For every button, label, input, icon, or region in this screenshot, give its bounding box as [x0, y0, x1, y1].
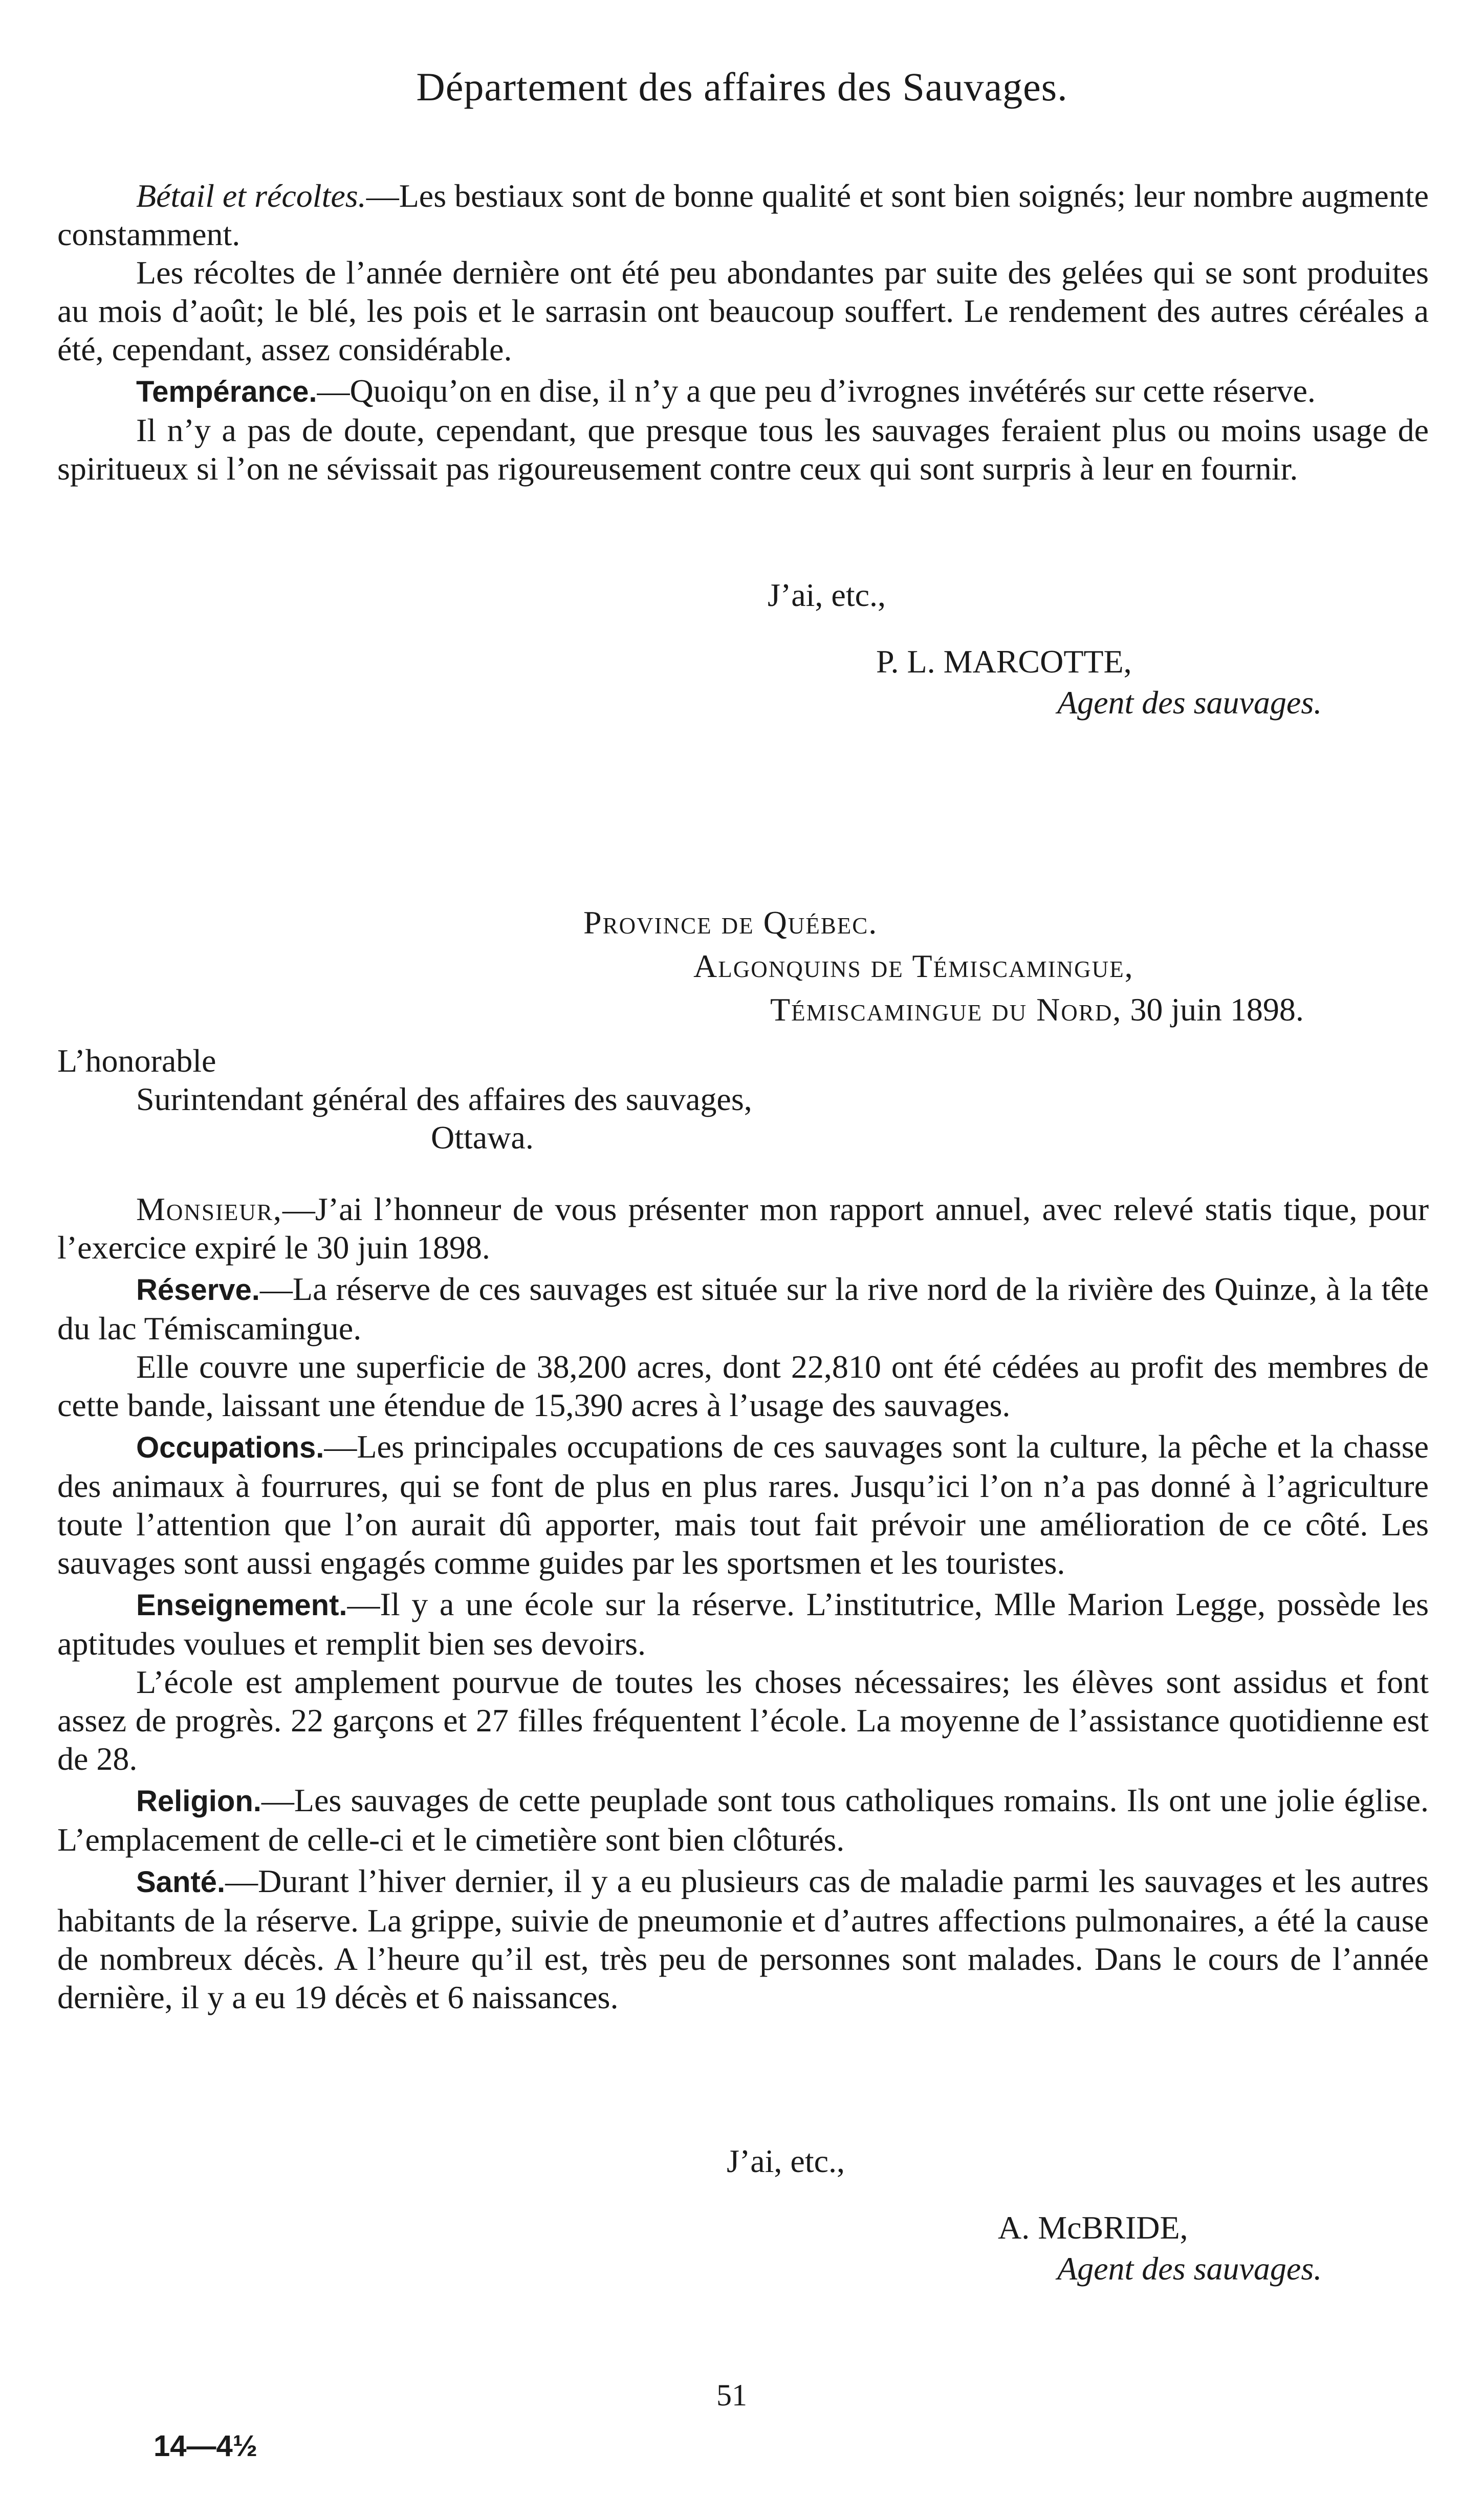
report2-paragraph [57, 1663, 1429, 1778]
paragraph-text: Elle couvre une superficie de 38,200 acres, dont 22,810 ont été cédées au profit des membres de cette bande, laissant une étendue de 15,390 acres à l’usage des sauvages. [57, 1349, 1429, 1423]
report2-closing: J’ai, etc., [727, 2143, 845, 2179]
paragraph-lead: Bétail et récoltes. [136, 178, 366, 214]
paragraph-text: —Durant l’hiver dernier, il y a eu plusieurs cas de maladie parmi les sauvages et les autres habitants de la réserve. La grippe, suivie de pneumonie et d’autres affections pulmonaires, a été la cause de nombreux décès. A l’heure qu’il est, très peu de personnes sont malades. Dans le cours de l’année dernière, il y a eu 19 décès et 6 naissances. [57, 1863, 1429, 2015]
paragraph-text: Les récoltes de l’année dernière ont été peu abondantes par suite des gelées qui se sont produites au mois d’août; le blé, les pois et le sarrasin ont beaucoup souffert. Le rendement des autres céréales a été, cependant, assez considérable. [57, 254, 1429, 367]
paragraph-text: —Les principales occupations de ces sauvages sont la culture, la pêche et la chasse des animaux à fourrures, qui se font de plus en plus rares. Jusqu’ici l’on n’a pas donné à l’agriculture toute l’attention que l’on aurait dû apporter, mais tout fait prévoir une amélioration de ce côté. Les sauvages sont aussi engagés comme guides par les sportsmen et les touristes. [57, 1428, 1429, 1581]
report2-paragraph [57, 1781, 1429, 1859]
report1-closing: J’ai, etc., [768, 577, 886, 613]
intro-text: —J’ai l’honneur de vous présenter mon rapport annuel, avec relevé statis tique, pour l’exercice expiré le 30 juin 1898. [57, 1191, 1429, 1266]
report2-signer-title: Agent des sauvages. [1057, 2250, 1322, 2287]
report1-paragraph [57, 253, 1429, 368]
report2-signer: A. McBRIDE, [998, 2209, 1188, 2246]
paragraph-text: Il n’y a pas de doute, cependant, que presque tous les sauvages feraient plus ou moins usage de spiritueux si l’on ne sévissait pas rigoureusement contre ceux qui sont surpris à leur en fournir. [57, 412, 1429, 487]
printer-signature-mark: 14—4½ [154, 2429, 258, 2463]
report2-paragraph [57, 1862, 1429, 2016]
paragraph-text: —Il y a une école sur la réserve. L’institutrice, Mlle Marion Legge, possède les aptitudes voulues et remplit bien ses devoirs. [57, 1586, 1429, 1662]
report2-place: Témiscamingue du Nord, [770, 991, 1122, 1028]
page-number: 51 [716, 2378, 747, 2412]
report1-signer: P. L. MARCOTTE, [876, 643, 1132, 680]
paragraph-lead: Santé. [136, 1865, 226, 1899]
report2-place-date [770, 990, 1304, 1029]
paragraph-text: —Quoiqu’on en dise, il n’y a que peu d’ivrognes invétérés sur cette réserve. [317, 373, 1316, 409]
address-line1: L’honorable [57, 1043, 216, 1079]
report1-paragraph [57, 411, 1429, 488]
report2-paragraph [57, 1348, 1429, 1424]
paragraph-text: —Les bestiaux sont de bonne qualité et sont bien soignés; leur nombre augmente constamment. [57, 178, 1429, 252]
report2-date: 30 juin 1898. [1130, 991, 1304, 1028]
paragraph-lead: Tempérance. [136, 375, 317, 408]
paragraph-lead: Occupations. [136, 1431, 324, 1464]
report1-body [57, 177, 1429, 488]
report1-signer-title: Agent des sauvages. [1057, 684, 1322, 721]
address-line2: Surintendant général des affaires des sauvages, [136, 1081, 752, 1117]
report2-band: Algonquins de Témiscamingue, [693, 948, 1134, 984]
address-line3: Ottawa. [431, 1119, 534, 1156]
salutation: Monsieur, [136, 1191, 282, 1227]
paragraph-text: L’école est amplement pourvue de toutes les choses nécessaires; les élèves sont assidus et font assez de progrès. 22 garçons et 27 filles fréquentent l’école. La moyenne de l’assistance quotidienne est de 28. [57, 1664, 1429, 1777]
paragraph-lead: Religion. [136, 1785, 261, 1818]
paragraph-text: —Les sauvages de cette peuplade sont tous catholiques romains. Ils ont une jolie église. L’emplacement de celle-ci et le cimetière sont bien clôturés. [57, 1782, 1429, 1858]
paragraph-lead: Enseignement. [136, 1589, 347, 1622]
report2-paragraph [57, 1270, 1429, 1348]
report1-paragraph [57, 372, 1429, 411]
report2-paragraph [57, 1427, 1429, 1582]
report2-province: Province de Québec. [583, 904, 878, 941]
report2-paragraph [57, 1585, 1429, 1663]
report1-paragraph [57, 177, 1429, 253]
paragraph-lead: Réserve. [136, 1273, 260, 1307]
paragraph-text: —La réserve de ces sauvages est située sur la rive nord de la rivière des Quinze, à la tête du lac Témiscamingue. [57, 1271, 1429, 1347]
page-header: Département des affaires des Sauvages. [416, 64, 1068, 109]
report2-body [57, 1190, 1429, 2016]
report2-intro [57, 1190, 1429, 1267]
